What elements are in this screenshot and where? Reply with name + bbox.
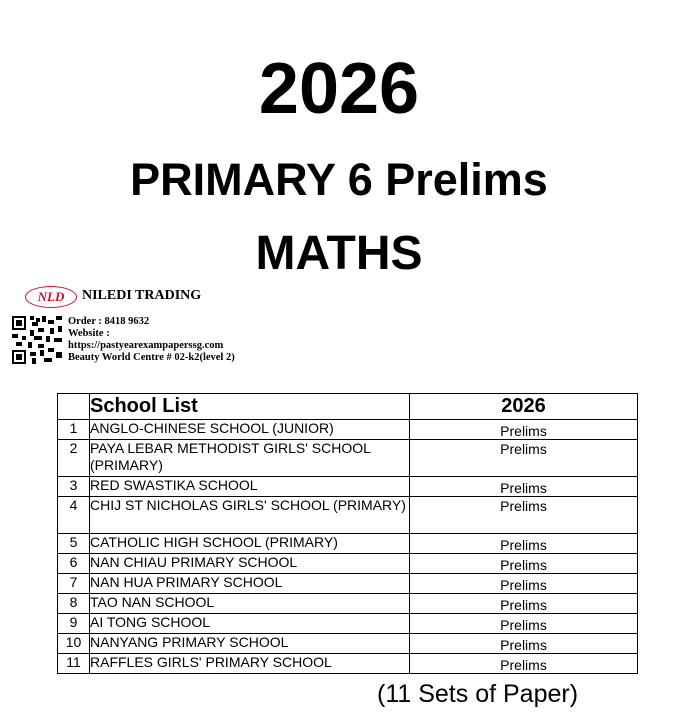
school-name: CHIJ ST NICHOLAS GIRLS' SCHOOL (PRIMARY) bbox=[90, 497, 410, 534]
school-name: RAFFLES GIRLS' PRIMARY SCHOOL bbox=[90, 654, 410, 674]
table-row bbox=[58, 477, 638, 497]
row-number: 8 bbox=[58, 594, 90, 614]
qr-code-icon bbox=[12, 316, 64, 364]
school-name: NAN HUA PRIMARY SCHOOL bbox=[90, 574, 410, 594]
row-number: 11 bbox=[58, 654, 90, 674]
row-number: 3 bbox=[58, 477, 90, 497]
table-row bbox=[58, 654, 638, 674]
table-header-number bbox=[58, 394, 90, 420]
table-row bbox=[58, 497, 638, 534]
vendor-website-url: https://pastyearexampaperssg.com bbox=[68, 340, 224, 351]
school-name: ANGLO-CHINESE SCHOOL (JUNIOR) bbox=[90, 420, 410, 440]
row-number: 10 bbox=[58, 634, 90, 654]
table-header-school-list: School List bbox=[90, 394, 410, 420]
exam-type: Prelims bbox=[410, 594, 638, 614]
exam-type: Prelims bbox=[410, 440, 638, 477]
row-number: 2 bbox=[58, 440, 90, 477]
exam-type: Prelims bbox=[410, 477, 638, 497]
document-subject: MATHS bbox=[255, 227, 423, 280]
school-name: RED SWASTIKA SCHOOL bbox=[90, 477, 410, 497]
table-row bbox=[58, 574, 638, 594]
exam-type: Prelims bbox=[410, 654, 638, 674]
vendor-name: NILEDI TRADING bbox=[82, 288, 202, 303]
row-number: 1 bbox=[58, 420, 90, 440]
vendor-contact bbox=[68, 316, 235, 364]
document-year: 2026 bbox=[258, 49, 420, 129]
table-header-row bbox=[58, 394, 638, 420]
school-name: TAO NAN SCHOOL bbox=[90, 594, 410, 614]
table-row bbox=[58, 534, 638, 554]
exam-type: Prelims bbox=[410, 420, 638, 440]
exam-type: Prelims bbox=[410, 497, 638, 534]
school-name: NAN CHIAU PRIMARY SCHOOL bbox=[90, 554, 410, 574]
table-row bbox=[58, 594, 638, 614]
document-level-title: PRIMARY 6 Prelims bbox=[130, 154, 548, 205]
school-name: AI TONG SCHOOL bbox=[90, 614, 410, 634]
school-name: CATHOLIC HIGH SCHOOL (PRIMARY) bbox=[90, 534, 410, 554]
table-row bbox=[58, 440, 638, 477]
row-number: 5 bbox=[58, 534, 90, 554]
school-name: PAYA LEBAR METHODIST GIRLS' SCHOOL (PRIMARY) bbox=[90, 440, 410, 477]
row-number: 6 bbox=[58, 554, 90, 574]
table-row bbox=[58, 614, 638, 634]
table-row bbox=[58, 420, 638, 440]
school-name: NANYANG PRIMARY SCHOOL bbox=[90, 634, 410, 654]
vendor-block bbox=[12, 286, 312, 366]
sets-count-note: (11 Sets of Paper) bbox=[377, 680, 579, 708]
exam-type: Prelims bbox=[410, 534, 638, 554]
exam-type: Prelims bbox=[410, 554, 638, 574]
row-number: 7 bbox=[58, 574, 90, 594]
row-number: 9 bbox=[58, 614, 90, 634]
vendor-website-label: Website : bbox=[68, 328, 110, 339]
vendor-logo: NLD bbox=[25, 286, 77, 308]
table-row bbox=[58, 554, 638, 574]
vendor-address: Beauty World Centre # 02-k2(level 2) bbox=[68, 352, 235, 363]
exam-type: Prelims bbox=[410, 634, 638, 654]
row-number: 4 bbox=[58, 497, 90, 534]
school-list-table bbox=[57, 393, 638, 674]
table-header-year: 2026 bbox=[410, 394, 638, 420]
exam-type: Prelims bbox=[410, 574, 638, 594]
table-row bbox=[58, 634, 638, 654]
vendor-order: Order : 8418 9632 bbox=[68, 316, 150, 327]
exam-type: Prelims bbox=[410, 614, 638, 634]
